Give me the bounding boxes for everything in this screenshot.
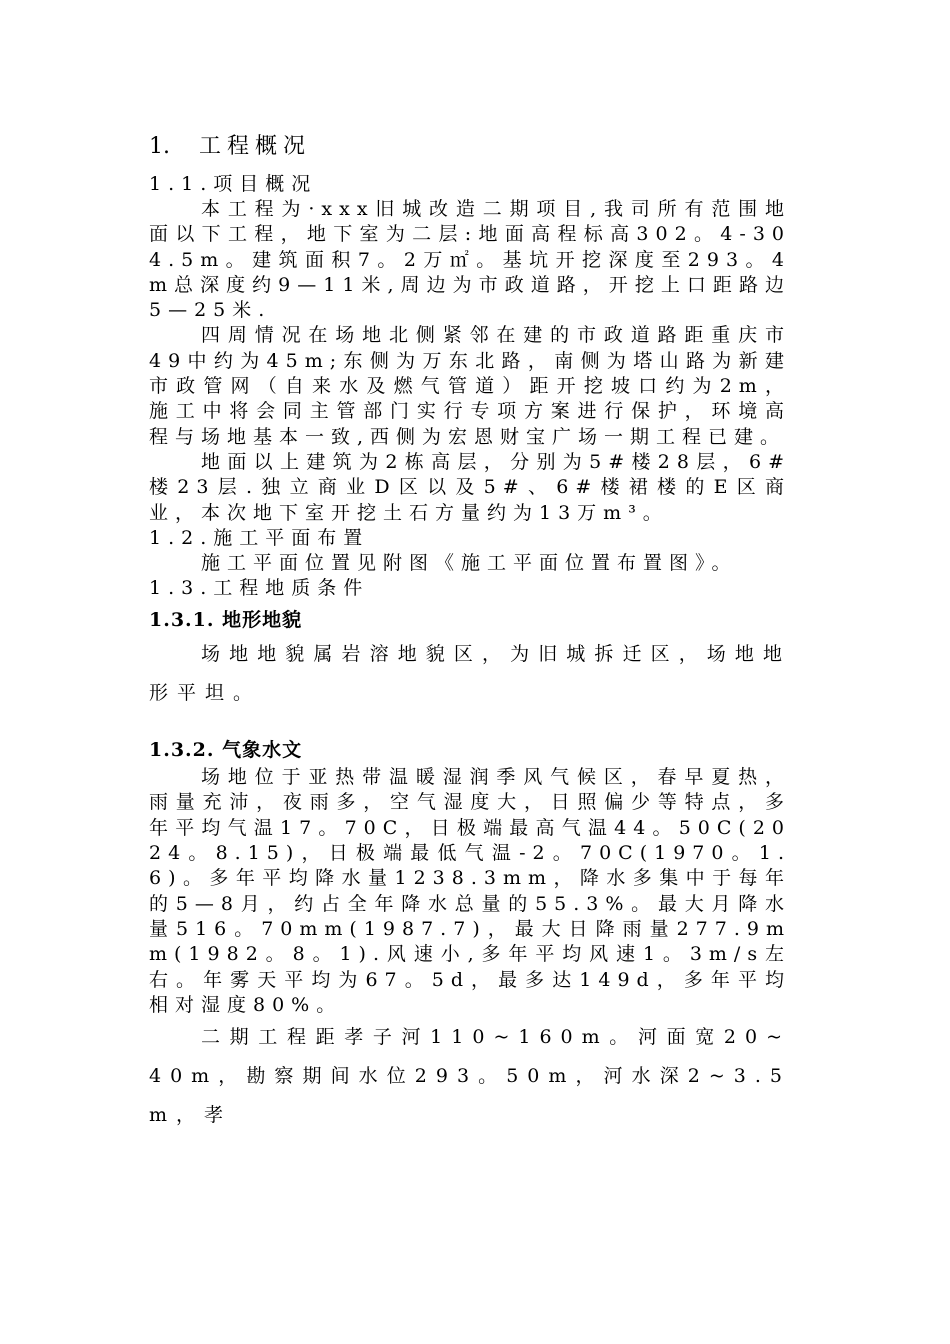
topography-paragraph: 场地地貌属岩溶地貌区，为旧城拆迁区，场地地形平坦。 <box>149 643 791 705</box>
section-1-1-heading: 1.1.项目概况 <box>149 173 318 195</box>
climate-paragraph: 场地位于亚热带温暖湿润季风气候区，春早夏热，雨量充沛，夜雨多，空气湿度大，日照偏少等特点，多年平均气温17。70C，日极端最高气温44。50C(2024。8.15)，日极端最低气温-2。70C(1970。1.6)。多年平均降水量1238.3mm，降水多集中于每年的5—8月，约占全年降水总量的55.3%。最大月降水量516。70mm(1987.7)，最大日降雨量277.9mm(1982。8。1).风速小,多年平均风速1。3m/s左右。年雾天平均为67。5d，最多达149d，多年平均相对湿度80%。 <box>149 766 791 1016</box>
spacer <box>149 713 791 731</box>
section-1-title-text: 工程概况 <box>199 134 312 159</box>
section-1-3-1-heading: 1.3.1. 地形地貌 <box>149 609 303 632</box>
site-layout-paragraph: 施工平面位置见附图《施工平面位置布置图》。 <box>201 551 738 574</box>
section-1-3-heading: 1.3.工程地质条件 <box>149 577 370 600</box>
project-overview-paragraph-3: 地面以上建筑为2栋高层，分别为5#楼28层，6#楼23层.独立商业D区以及5#、6#楼裙楼的E区商业，本次地下室开挖土石方量约为13万m³。 <box>149 450 791 524</box>
section-1-number: 1. <box>149 134 170 159</box>
hydrology-paragraph: 二期工程距孝子河110~160m。河面宽20~40m，勘察期间水位293。50m，河水深2~3.5m，孝 <box>149 1026 791 1127</box>
section-1-3-2-heading: 1.3.2. 气象水文 <box>149 739 303 762</box>
section-1-2-heading: 1.2.施工平面布置 <box>149 526 370 549</box>
project-overview-paragraph-1: 本工程为·xxx旧城改造二期项目,我司所有范围地面以下工程，地下室为二层:地面高程标高302。4-304.5m。建筑面积7。2万㎡。基坑开挖深度至293。4m总深度约9—11米,周边为市政道路，开挖上口距路边5—25米. <box>149 198 791 322</box>
document-page <box>149 130 791 1135</box>
project-overview-paragraph-2: 四周情况在场地北侧紧邻在建的市政道路距重庆市49中约为45m;东侧为万东北路，南侧为塔山路为新建市政管网（自来水及燃气管道）距开挖坡口约为2m，施工中将会同主管部门实行专项方案进行保护，环境高程与场地基本一致,西侧为宏恩财宝广场一期工程已建。 <box>149 324 791 448</box>
section-1-title <box>149 130 791 164</box>
